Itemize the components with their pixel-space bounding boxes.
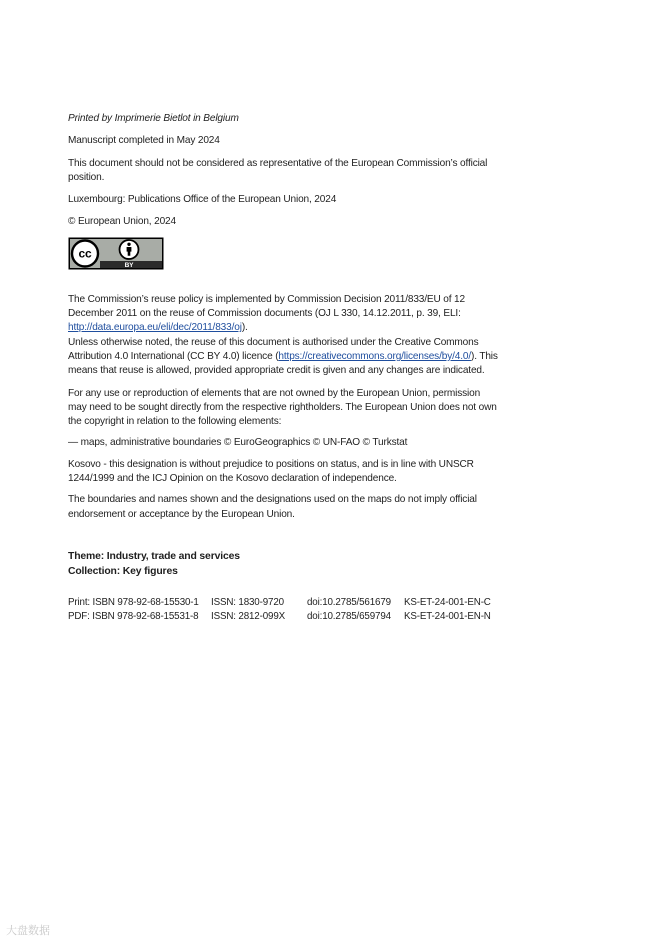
imprint-page	[68, 112, 500, 625]
cc-licence-link[interactable]: https://creativecommons.org/licenses/by/4.0/	[278, 350, 471, 362]
table-row	[68, 596, 500, 611]
reuse-policy	[68, 293, 500, 379]
isbn-print: Print: ISBN 978-92-68-15530-1	[68, 596, 199, 608]
policy-text-3: Unless otherwise noted, the reuse of this document is authorised under the Creative Commons Attribution 4.0 International (CC BY 4.0) licence (	[68, 336, 479, 362]
watermark: 大盘数据	[6, 924, 50, 937]
disclaimer: This document should not be considered as representative of the European Commission’s official position.	[68, 157, 488, 183]
catalogue-print: KS-ET-24-001-EN-C	[404, 596, 491, 608]
collection: Collection: Key figures	[68, 565, 178, 577]
maps-credit: — maps, administrative boundaries © EuroGeographics © UN-FAO © Turkstat	[68, 437, 408, 449]
doi-print: doi:10.2785/561679	[307, 596, 391, 608]
doi-pdf: doi:10.2785/659794	[307, 611, 391, 623]
issn-pdf: ISSN: 2812-099X	[211, 611, 285, 623]
policy-text-2: ).	[241, 322, 248, 334]
theme: Theme: Industry, trade and services	[68, 550, 240, 562]
cc-circle-text: cc	[78, 246, 92, 261]
cc-by-license-icon	[68, 237, 164, 270]
catalogue-pdf: KS-ET-24-001-EN-N	[404, 611, 491, 623]
issn-print: ISSN: 1830-9720	[211, 596, 284, 608]
table-row	[68, 610, 500, 625]
copyright: © European Union, 2024	[68, 216, 176, 228]
reproduction-notice: For any use or reproduction of elements that are not owned by the European Union, permission may need to be sought directly from the respective rightholders. The European Union does not own the copyright in relation to the following elements:	[68, 387, 497, 428]
by-label: BY	[124, 261, 134, 269]
kosovo-note: Kosovo - this designation is without prejudice to positions on status, and is in line with UNSCR 1244/1999 and the ICJ Opinion on the Kosovo declaration of independence.	[68, 458, 474, 485]
publisher: Luxembourg: Publications Office of the European Union, 2024	[68, 194, 337, 206]
policy-text-4: ). This means that reuse is allowed, provided appropriate credit is given and any changes are indicated.	[68, 350, 498, 377]
printed-by: Printed by Imprimerie Bietlot in Belgium	[68, 113, 239, 124]
policy-text-1: The Commission’s reuse policy is implemented by Commission Decision 2011/833/EU of 12 December 2011 on the reuse of Commission documents (OJ L 330, 14.12.2011, p. 39, ELI:	[68, 293, 465, 320]
isbn-pdf: PDF: ISBN 978-92-68-15531-8	[68, 611, 199, 623]
theme-collection	[68, 549, 500, 579]
eli-link[interactable]: http://data.europa.eu/eli/dec/2011/833/oj	[68, 322, 242, 334]
manuscript-date: Manuscript completed in May 2024	[68, 135, 220, 147]
person-head	[127, 242, 130, 245]
identifiers-table	[68, 596, 500, 625]
boundaries-note: The boundaries and names shown and the designations used on the maps do not imply official endorsement or acceptance by the European Union.	[68, 494, 477, 520]
